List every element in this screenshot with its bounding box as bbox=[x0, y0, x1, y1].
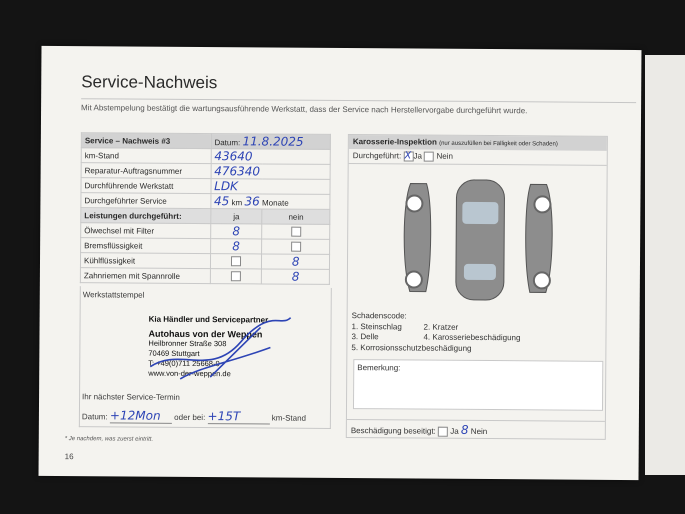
page-intro: Mit Abstempelung bestätigt die wartungsausführende Werkstatt, dass der Service nach Herstellervorgabe durchgeführt wurde. bbox=[81, 103, 528, 116]
next-date-value[interactable]: +12Mon bbox=[110, 408, 172, 423]
fixed-yes-label: Ja bbox=[450, 426, 459, 436]
fixed-yes-checkbox[interactable] bbox=[438, 427, 448, 437]
check-mark: 8 bbox=[232, 239, 241, 254]
performed-no-label: Nein bbox=[436, 151, 453, 161]
fixed-label: Beschädigung beseitigt: bbox=[350, 426, 436, 436]
checkbox-no[interactable] bbox=[262, 254, 330, 269]
fixed-no-label: Nein bbox=[470, 426, 488, 437]
service-km-value: 45 bbox=[214, 194, 230, 209]
check-mark: 8 bbox=[232, 224, 241, 239]
damage-codes bbox=[351, 311, 520, 354]
service-months-value: 36 bbox=[244, 194, 260, 209]
order-number-value: 476340 bbox=[211, 164, 330, 180]
checkbox-no[interactable] bbox=[262, 239, 330, 254]
stamp-line: 70469 Stuttgart bbox=[148, 348, 200, 359]
date-label: Datum: bbox=[214, 138, 241, 148]
work-item-label: Bremsflüssigkeit bbox=[81, 238, 211, 254]
damage-fixed-row bbox=[347, 419, 605, 439]
next-service-label: Ihr nächster Service-Termin bbox=[82, 392, 180, 402]
page-title: Service-Nachweis bbox=[81, 72, 218, 93]
performed-yes-label: Ja bbox=[413, 151, 423, 161]
performed-label: Durchgeführt: bbox=[352, 151, 402, 161]
next-date-label: Datum: bbox=[81, 412, 108, 422]
yes-column-label: ja bbox=[210, 209, 262, 224]
checkbox-yes[interactable] bbox=[210, 239, 262, 254]
stamp-dealer-name: Autohaus von der Weppen bbox=[148, 328, 263, 340]
service-label: Durchgeführter Service bbox=[81, 193, 211, 209]
no-column-label: nein bbox=[262, 209, 330, 224]
stamp-line: T: +49(0)711 25668-0 bbox=[148, 358, 220, 369]
next-or-label: oder bei: bbox=[174, 412, 206, 423]
row-label: km-Stand bbox=[81, 148, 211, 164]
damage-code: 1. Steinschlag bbox=[351, 321, 402, 331]
stamp-line: Kia Händler und Servicepartner bbox=[148, 314, 269, 325]
performed-no-checkbox[interactable] bbox=[424, 151, 434, 161]
damage-code: 3. Delle bbox=[351, 332, 379, 342]
checkbox-yes[interactable] bbox=[210, 269, 262, 284]
checkbox-yes[interactable] bbox=[210, 224, 262, 239]
checkbox-no[interactable] bbox=[262, 224, 330, 239]
stamp-line: Heilbronner Straße 308 bbox=[148, 338, 227, 349]
months-label: Monate bbox=[261, 198, 289, 208]
inspection-note: (nur auszufüllen bei Fälligkeit oder Schaden) bbox=[439, 140, 558, 148]
next-km-value[interactable]: +15T bbox=[208, 409, 270, 424]
remarks-field[interactable] bbox=[353, 359, 603, 411]
codes-title: Schadenscode: bbox=[351, 311, 407, 321]
damage-code: 4. Karosseriebeschädigung bbox=[423, 332, 521, 343]
body-inspection-panel bbox=[346, 134, 608, 440]
remarks-label: Bemerkung: bbox=[357, 363, 401, 373]
next-page-edge bbox=[645, 55, 685, 475]
row-label: Durchführende Werkstatt bbox=[81, 178, 211, 194]
date-value: 11.8.2025 bbox=[242, 134, 304, 149]
empty-checkbox[interactable] bbox=[231, 271, 241, 281]
work-item-label: Ölwechsel mit Filter bbox=[81, 223, 211, 239]
check-mark: 8 bbox=[291, 254, 300, 269]
car-diagram-icon bbox=[398, 173, 559, 304]
workshop-stamp-area bbox=[79, 286, 332, 429]
empty-checkbox[interactable] bbox=[291, 227, 301, 237]
page-number: 16 bbox=[64, 452, 74, 462]
stamp-label: Werkstattstempel bbox=[82, 290, 145, 300]
fixed-mark: 8 bbox=[460, 422, 469, 437]
footnote: * Je nachdem, was zuerst eintritt. bbox=[64, 436, 154, 443]
service-record-table bbox=[80, 132, 331, 285]
empty-checkbox[interactable] bbox=[231, 256, 241, 266]
service-record-header: Service – Nachweis #3 bbox=[81, 133, 211, 149]
work-item-label: Kühlflüssigkeit bbox=[80, 253, 210, 269]
checkbox-no[interactable] bbox=[262, 269, 330, 284]
odometer-value: 43640 bbox=[211, 149, 330, 165]
work-item-label: Zahnriemen mit Spannrolle bbox=[80, 268, 210, 284]
title-divider bbox=[81, 98, 636, 103]
performed-mark: X bbox=[404, 150, 412, 162]
damage-code: 2. Kratzer bbox=[423, 322, 459, 332]
row-label: Reparatur-Auftragsnummer bbox=[81, 163, 211, 179]
signature-icon bbox=[140, 307, 301, 388]
inspection-header: Karosserie-Inspektion bbox=[352, 137, 437, 147]
workshop-value: LDK bbox=[211, 179, 330, 195]
empty-checkbox[interactable] bbox=[291, 242, 301, 252]
work-header: Leistungen durchgeführt: bbox=[81, 208, 211, 224]
checkbox-yes[interactable] bbox=[210, 254, 262, 269]
stamp-line: www.von-der-weppen.de bbox=[148, 368, 231, 379]
next-km-label: km-Stand bbox=[271, 413, 307, 423]
service-booklet-page bbox=[39, 46, 642, 480]
km-label: km bbox=[231, 198, 243, 208]
check-mark: 8 bbox=[291, 269, 300, 284]
damage-code: 5. Korrosionsschutzbeschädigung bbox=[351, 342, 472, 353]
